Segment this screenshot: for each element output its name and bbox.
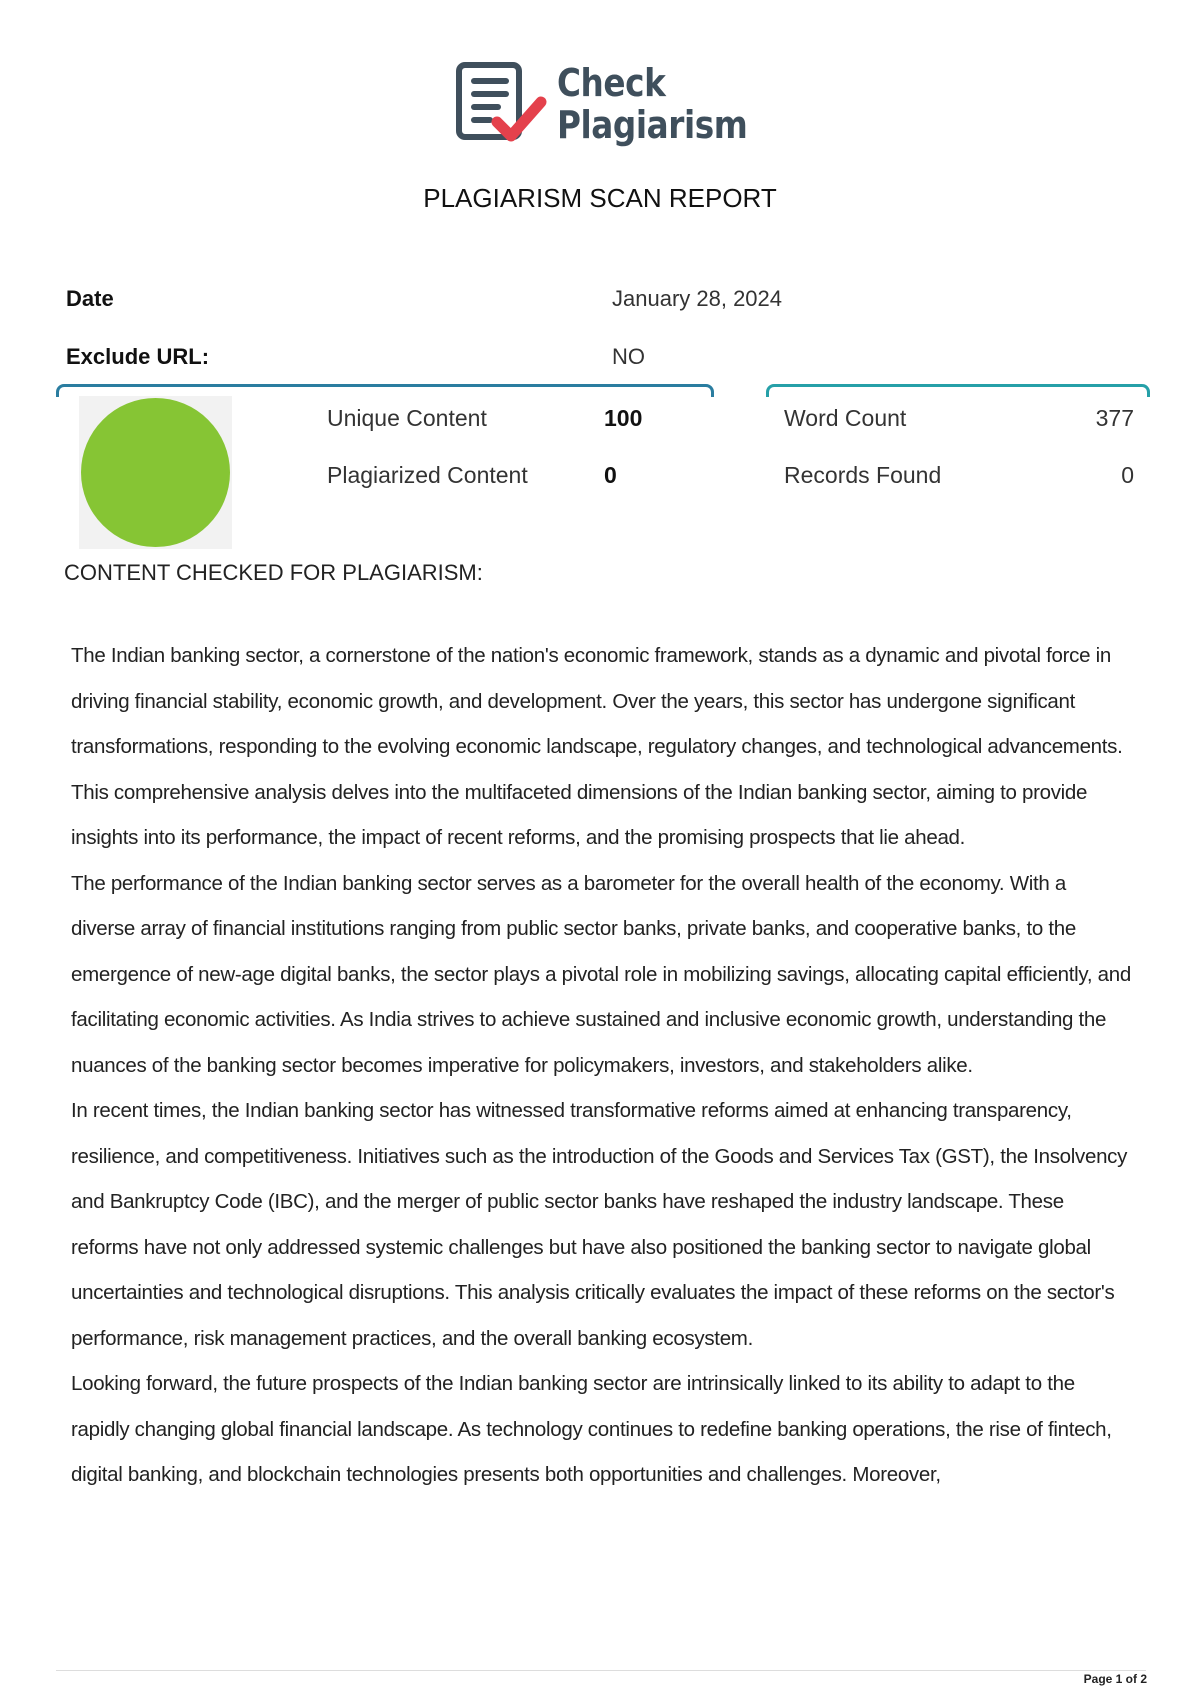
content-checked-heading: CONTENT CHECKED FOR PLAGIARISM: xyxy=(64,560,483,585)
unique-content-label: Unique Content xyxy=(327,405,487,431)
content-paragraph: Looking forward, the future prospects of the Indian banking sector are intrinsically linked to its ability to adapt to the rapidly changing global financial landscape. As technology continues to redefine banking operations, the rise of fintech, digital banking, and blockchain technologies presents both opportunities and challenges. Moreover, xyxy=(71,1372,1112,1486)
logo-wordmark xyxy=(557,62,778,146)
date-value: January 28, 2024 xyxy=(612,286,783,311)
page-number: Page 1 of 2 xyxy=(1083,1672,1147,1686)
date-label: Date xyxy=(66,286,114,311)
exclude-url-label: Exclude URL: xyxy=(66,344,210,369)
content-paragraph: The Indian banking sector, a cornerstone of the nation's economic framework, stands as a dynamic and pivotal force in driving financial stability, economic growth, and development. Over the years, this sector has undergone significant transformations, responding to the evolving economic landscape, regulatory changes, and technological advancements. This comprehensive analysis delves into the multifaceted dimensions of the Indian banking sector, aiming to provide insights into its performance, the impact of recent reforms, and the promising prospects that lie ahead. xyxy=(71,644,1123,849)
report-title: PLAGIARISM SCAN REPORT xyxy=(423,183,777,213)
document-check-icon xyxy=(455,62,551,152)
plagiarized-content-label: Plagiarized Content xyxy=(327,462,528,488)
footer-divider xyxy=(56,1670,1146,1671)
word-count-value: 377 xyxy=(1095,405,1134,431)
logo-line-1: Check xyxy=(557,61,666,105)
records-found-label: Records Found xyxy=(784,462,942,488)
unique-content-value: 100 xyxy=(604,405,643,431)
content-paragraph: In recent times, the Indian banking sector has witnessed transformative reforms aimed at enhancing transparency, resilience, and competitiveness. Initiatives such as the introduction of the Goods and Services Tax (GST), the Insolvency and Bankruptcy Code (IBC), and the merger of public sector banks have reshaped the industry landscape. These reforms have not only addressed systemic challenges but have also positioned the banking sector to navigate global uncertainties and technological disruptions. This analysis critically evaluates the impact of these reforms on the sector's performance, risk management practices, and the overall banking ecosystem. xyxy=(71,1099,1128,1350)
checked-content xyxy=(71,633,1135,1498)
records-found-value: 0 xyxy=(1121,462,1134,488)
content-paragraph: The performance of the Indian banking sector serves as a barometer for the overall health of the economy. With a diverse array of financial institutions ranging from public sector banks, private banks, and cooperative banks, to the emergence of new-age digital banks, the sector plays a pivotal role in mobilizing savings, allocating capital efficiently, and facilitating economic activities. As India strives to achieve sustained and inclusive economic growth, understanding the nuances of the banking sector becomes imperative for policymakers, investors, and stakeholders alike. xyxy=(71,871,1131,1077)
logo-line-2: Plagiarism xyxy=(557,103,748,147)
counts-panel-border xyxy=(766,384,1150,397)
unique-score-circle xyxy=(81,398,230,547)
check-plagiarism-logo xyxy=(455,62,775,158)
unique-score-chart xyxy=(79,396,232,549)
word-count-label: Word Count xyxy=(784,405,907,431)
plagiarized-content-value: 0 xyxy=(604,462,617,488)
exclude-url-value: NO xyxy=(612,344,645,369)
